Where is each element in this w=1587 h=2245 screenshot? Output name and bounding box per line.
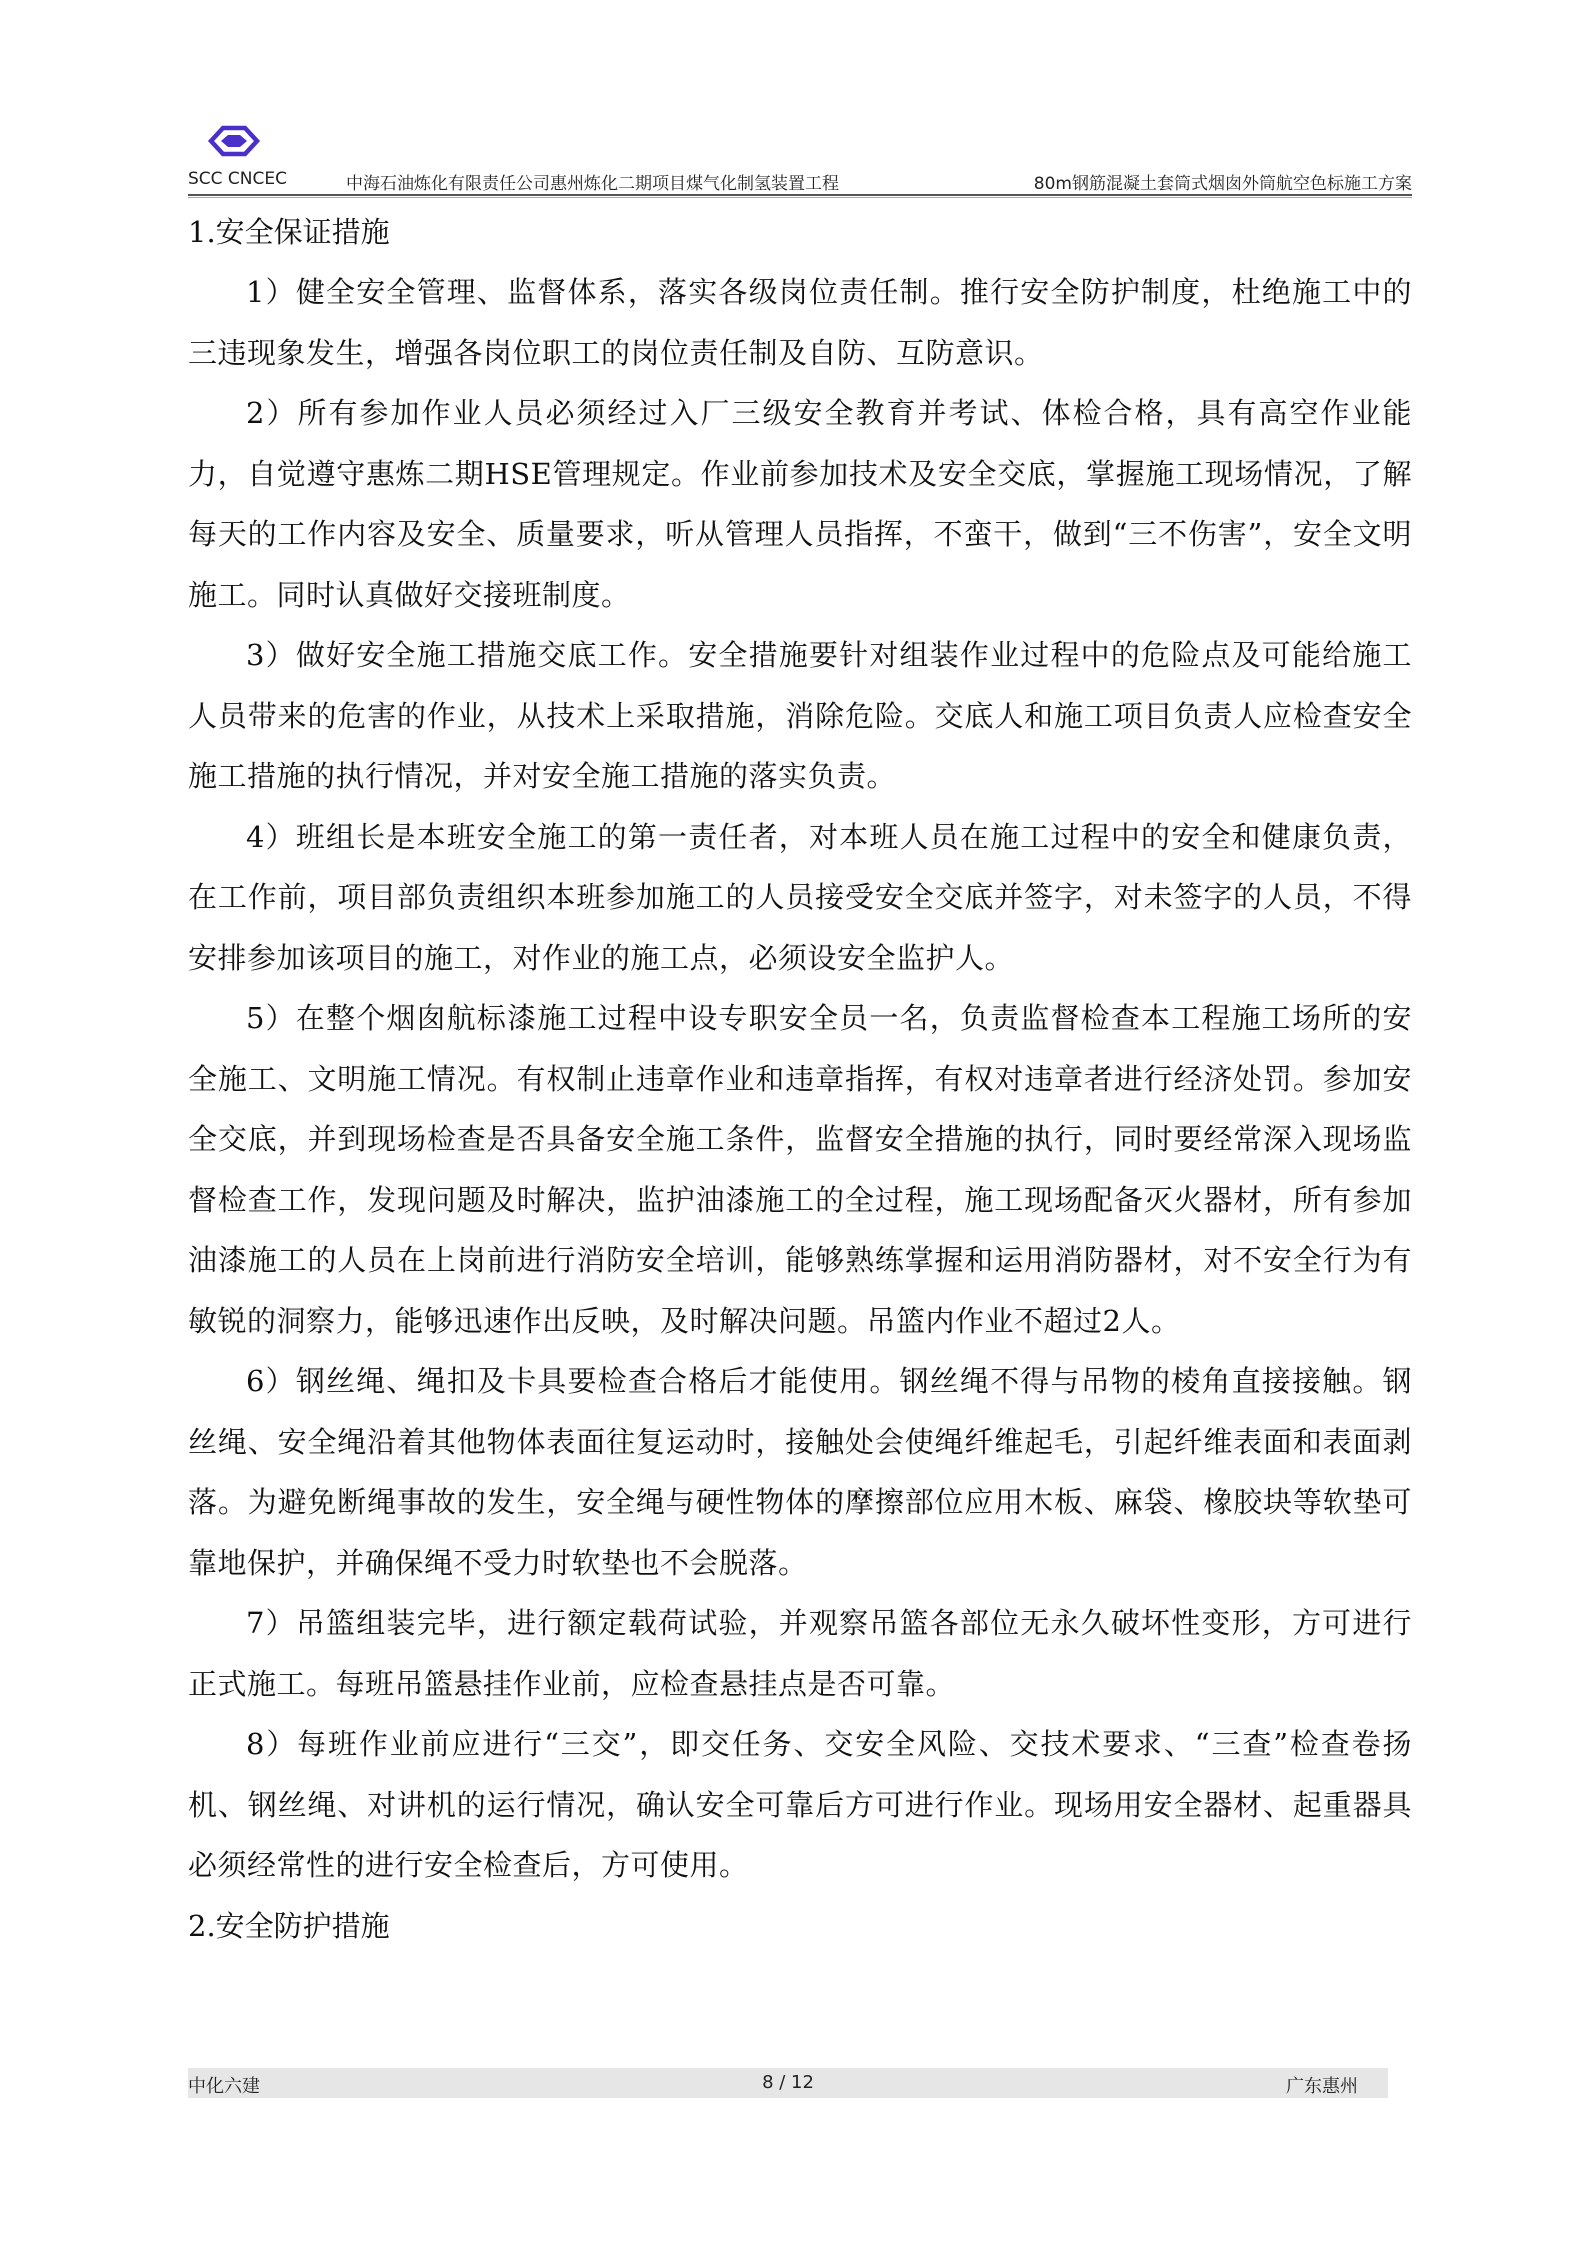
paragraph-4: 4）班组长是本班安全施工的第一责任者，对本班人员在施工过程中的安全和健康负责，在工作前，项目部负责组织本班参加施工的人员接受安全交底并签字，对未签字的人员，不得安排参加该项目的施工，对作业的施工点，必须设安全监护人。 [188,819,1412,975]
header-company: SCC CNCEC [188,169,288,189]
header-project: 中海石油炼化有限责任公司惠州炼化二期项目煤气化制氢装置工程 [346,174,839,194]
section-heading-2: 2.安全防护措施 [188,1908,390,1943]
footer-company: 中化六建 [188,2076,260,2097]
paragraph-6: 6）钢丝绳、绳扣及卡具要检查合格后才能使用。钢丝绳不得与吊物的棱角直接接触。钢丝绳、安全绳沿着其他物体表面往复运动时，接触处会使绳纤维起毛，引起纤维表面和表面剥落。为避免断绳事故的发生，安全绳与硬性物体的摩擦部位应用木板、麻袋、橡胶块等软垫可靠地保护，并确保绳不受力时软垫也不会脱落。 [188,1364,1412,1580]
page-footer [188,2068,1388,2098]
header-document-title: 80m钢筋混凝土套筒式烟囱外筒航空色标施工方案 [1033,174,1412,194]
paragraph-3: 3）做好安全施工措施交底工作。安全措施要针对组装作业过程中的危险点及可能给施工人员带来的危害的作业，从技术上采取措施，消除危险。交底人和施工项目负责人应检查安全施工措施的执行情况，并对安全施工措施的落实负责。 [188,638,1412,793]
page-number: 8 / 12 [762,2072,814,2093]
paragraph-7: 7）吊篮组装完毕，进行额定载荷试验，并观察吊篮各部位无永久破坏性变形，方可进行正式施工。每班吊篮悬挂作业前，应检查悬挂点是否可靠。 [188,1606,1412,1701]
paragraph-8: 8）每班作业前应进行“三交”，即交任务、交安全风险、交技术要求、“三查”检查卷扬机、钢丝绳、对讲机的运行情况，确认安全可靠后方可进行作业。现场用安全器材、起重器具必须经常性的进行安全检查后，方可使用。 [188,1727,1412,1882]
paragraph-5: 5）在整个烟囱航标漆施工过程中设专职安全员一名，负责监督检查本工程施工场所的安全施工、文明施工情况。有权制止违章作业和违章指挥，有权对违章者进行经济处罚。参加安全交底，并到现场检查是否具备安全施工条件，监督安全措施的执行，同时要经常深入现场监督检查工作，发现问题及时解决，监护油漆施工的全过程，施工现场配备灭火器材，所有参加油漆施工的人员在上岗前进行消防安全培训，能够熟练掌握和运用消防器材，对不安全行为有敏锐的洞察力，能够迅速作出反映，及时解决问题。吊篮内作业不超过2人。 [188,1001,1412,1338]
page-header [188,166,1412,194]
paragraph-2: 2）所有参加作业人员必须经过入厂三级安全教育并考试、体检合格，具有高空作业能力，自觉遵守惠炼二期HSE管理规定。作业前参加技术及安全交底，掌握施工现场情况，了解每天的工作内容及安全、质量要求，听从管理人员指挥，不蛮干，做到“三不伤害”，安全文明施工。同时认真做好交接班制度。 [188,396,1412,612]
paragraph-1: 1）健全安全管理、监督体系，落实各级岗位责任制。推行安全防护制度，杜绝施工中的三违现象发生，增强各岗位职工的岗位责任制及自防、互防意识。 [188,275,1412,370]
header-divider-thin [188,197,1412,198]
header-divider [188,194,1412,196]
document-body [188,202,1412,1956]
cncec-logo-icon [205,124,263,158]
section-heading-1: 1.安全保证措施 [188,215,390,249]
footer-location: 广东惠州 [1286,2076,1358,2097]
